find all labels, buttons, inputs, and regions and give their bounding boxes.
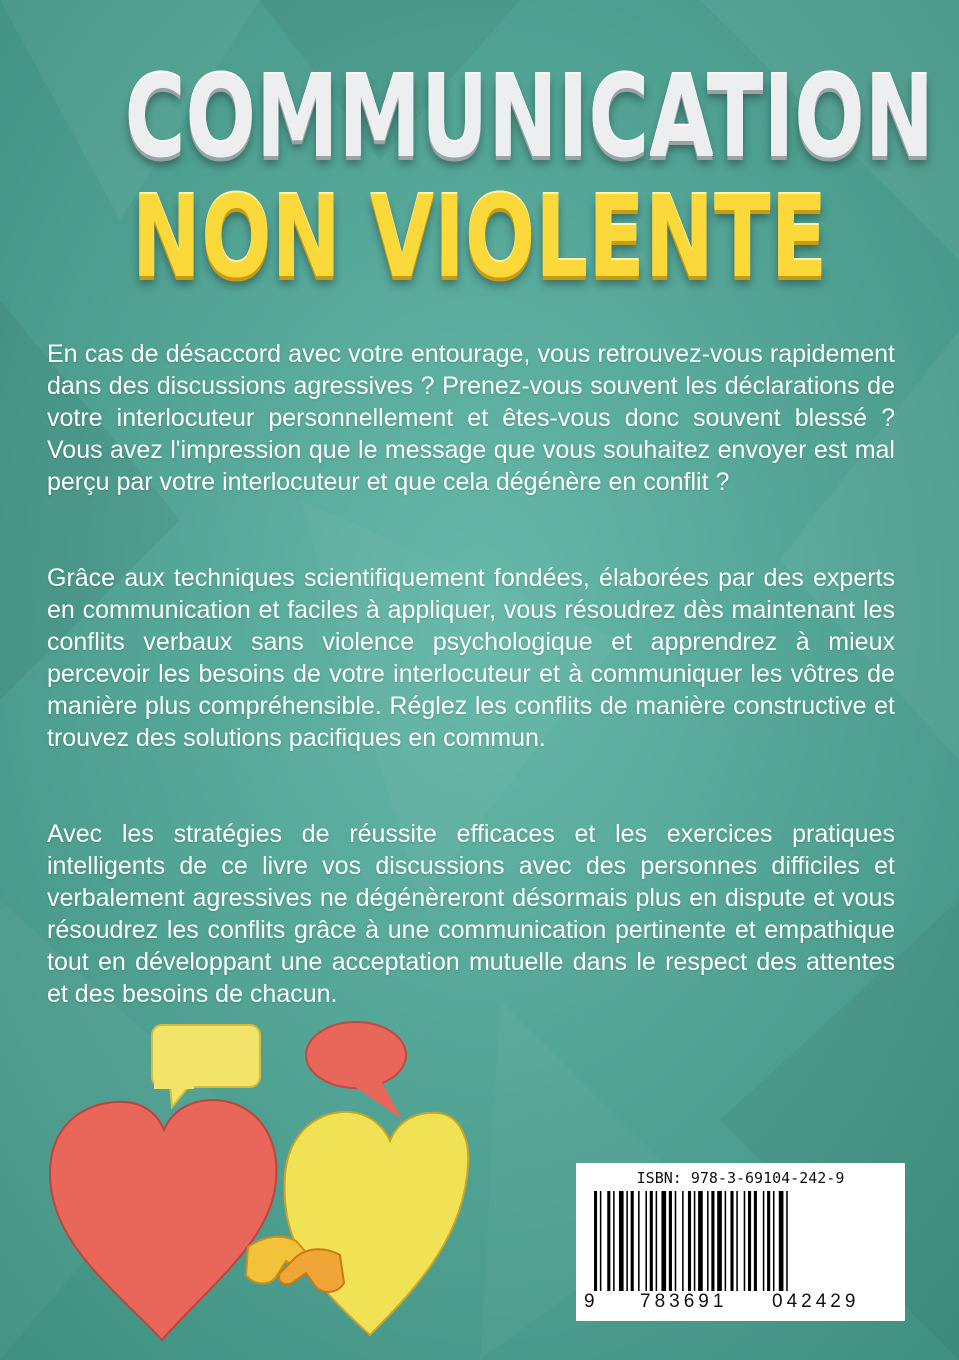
barcode-bar <box>613 1191 615 1291</box>
barcode-panel <box>576 1163 905 1321</box>
barcode-bar <box>656 1191 658 1291</box>
barcode-bar <box>711 1191 714 1291</box>
barcode-bar <box>744 1191 746 1291</box>
barcode-icon <box>592 1191 889 1291</box>
barcode-bar <box>736 1191 738 1291</box>
barcode-bar <box>754 1191 757 1291</box>
heart-icon <box>50 1100 276 1340</box>
barcode-digit-first: 9 <box>584 1291 595 1312</box>
barcode-bar <box>650 1191 653 1291</box>
barcode-bar <box>682 1191 684 1291</box>
barcode-bar <box>786 1191 788 1291</box>
description-paragraph-1: En cas de désaccord avec votre entourage, vous retrouvez-vous rapidement dans des discussions agressives ? Prenez-vous souvent les déclarations de votre interlocuteur personnellement et êtes-vous donc souvent blessé ? Vous avez l'impression que le message que vous souhaitez envoyer est mal perçu par votre interlocuteur et que cela dégénère en conflit ? <box>47 340 895 496</box>
barcode-bar <box>688 1191 691 1291</box>
barcode-bar <box>763 1191 765 1291</box>
speech-bubble-icon <box>152 1025 260 1107</box>
barcode-digit-group-2: 042429 <box>772 1291 860 1312</box>
barcode-bar <box>698 1191 703 1291</box>
barcode-bar <box>645 1191 647 1291</box>
barcode-bar <box>638 1191 640 1291</box>
description-paragraph-3: Avec les stratégies de réussite efficaces et les exercices pratiques intelligents de ce livre vos discussions avec des personnes difficiles et verbalement agressives ne dégénèreront désormais plus en dispute et vous résoudrez les conflits grâce à une communication pertinente et empathique tout en développant une acceptation mutuelle dans le respect des attentes et des besoins de chacun. <box>47 820 895 1008</box>
barcode-bar <box>631 1191 634 1291</box>
barcode-bar <box>619 1191 624 1291</box>
barcode-bar <box>607 1191 610 1291</box>
heart-icon <box>285 1112 469 1335</box>
barcode-digit-group-1: 783691 <box>640 1291 728 1312</box>
barcode-bar <box>675 1191 677 1291</box>
barcode-bar <box>669 1191 672 1291</box>
barcode-bar <box>717 1191 722 1291</box>
barcode-bar <box>694 1191 696 1291</box>
title-line-2: NON VIOLENTE <box>131 173 828 303</box>
speech-bubble-icon <box>306 1022 406 1119</box>
barcode-bar <box>773 1191 775 1291</box>
barcode-bar <box>725 1191 727 1291</box>
barcode-bar <box>626 1191 628 1291</box>
barcode-bar <box>767 1191 770 1291</box>
isbn-label: ISBN: 978-3-69104-242-9 <box>636 1169 845 1187</box>
barcode-bar <box>707 1191 709 1291</box>
barcode-bar <box>600 1191 602 1291</box>
barcode-bar <box>661 1191 666 1291</box>
barcode-bar <box>594 1191 597 1291</box>
description-paragraph-2: Grâce aux techniques scientifiquement fondées, élaborées par des experts en communication et faciles à appliquer, vous résoudrez dès maintenant les conflits verbaux sans violence psychologique et apprendrez à mieux percevoir les besoins de votre interlocuteur et à communiquer les vôtres de manière plus compréhensible. Réglez les conflits de manière constructive et trouvez des solutions pacifiques en commun. <box>47 564 895 752</box>
barcode-bar <box>779 1191 784 1291</box>
title-line-1: COMMUNICATION <box>124 53 935 183</box>
hearts-illustration <box>40 1015 470 1345</box>
barcode-bar <box>730 1191 733 1291</box>
barcode-bar <box>748 1191 751 1291</box>
